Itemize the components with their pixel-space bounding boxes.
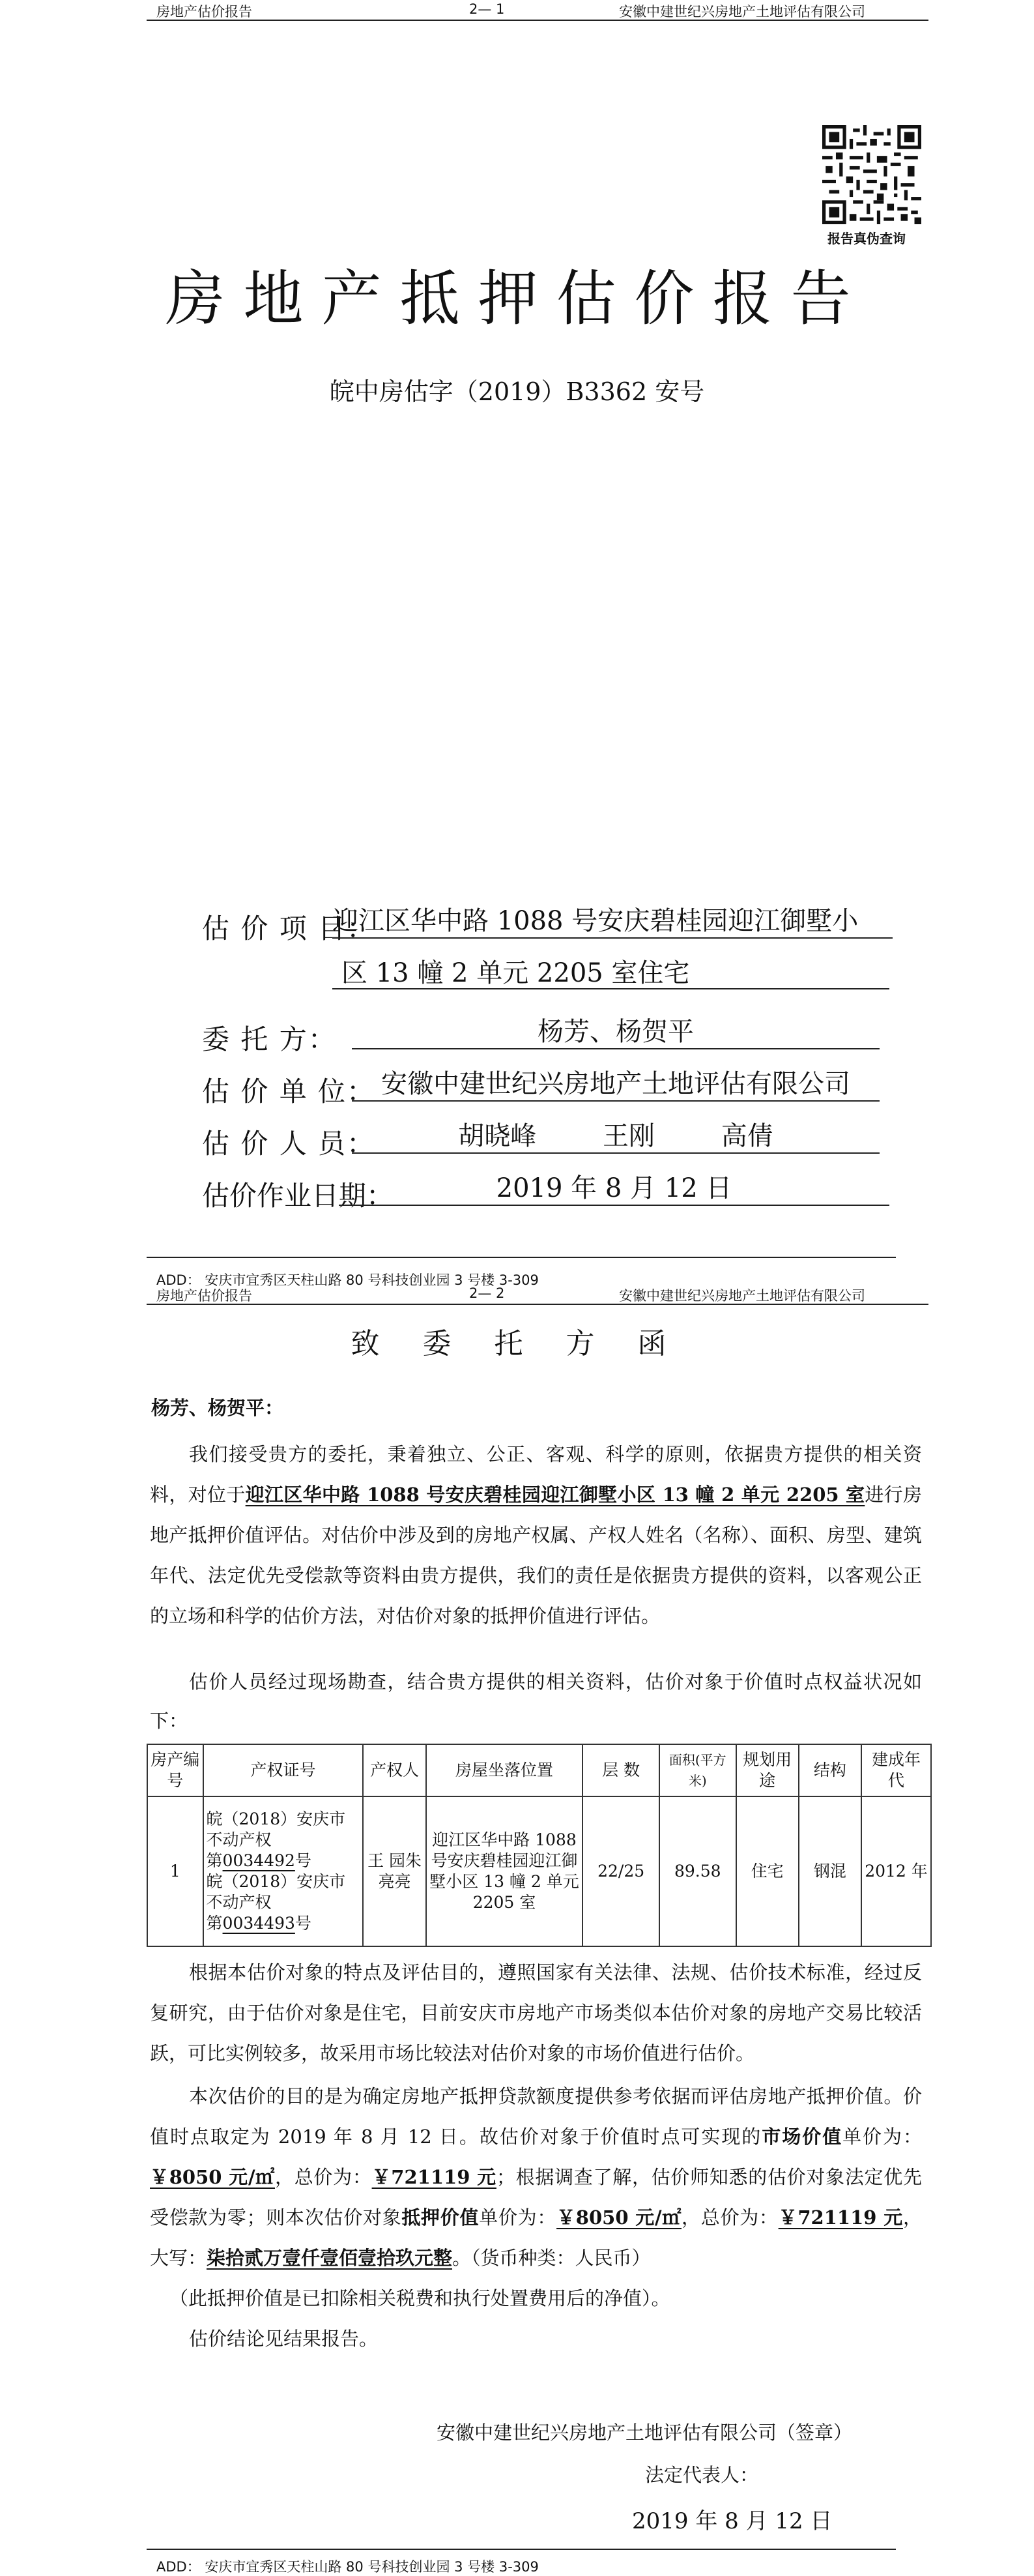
- legal-representative: 法定代表人：: [645, 2464, 759, 2486]
- cert2-prefix: 第: [206, 1914, 223, 1933]
- unit-value: 安徽中建世纪兴房地产土地评估有限公司: [352, 1068, 880, 1102]
- date-label: 估价作业日期：: [202, 1180, 394, 1212]
- cert1-number: 0034492: [222, 1851, 295, 1870]
- project-label: 估 价 项 目：: [202, 913, 376, 944]
- appraiser-label: 估 价 人 员：: [202, 1128, 376, 1160]
- cell-use: 住宅: [736, 1796, 799, 1946]
- project-value-line2: 区 13 幢 2 单元 2205 室住宅: [332, 957, 889, 989]
- project-value-line1: 迎江区华中路 1088 号安庆碧桂园迎江御墅小: [332, 905, 893, 939]
- mortgage-total-price: ￥721119 元: [778, 2206, 903, 2229]
- salutation: 杨芳、杨贺平：: [151, 1397, 284, 1419]
- text-span: 我们接受贵方的委托，秉着独立、公正、客观、科学的原则，依据贵方提供的相关资料，对位于: [150, 1443, 922, 1506]
- header-cell: 规划用途: [736, 1744, 799, 1796]
- cell-structure: 钢混: [799, 1796, 861, 1946]
- paragraph-conclusion: 估价结论见结果报告。: [189, 2328, 379, 2350]
- footer-rule: [147, 2549, 896, 2550]
- property-table: [147, 1744, 932, 1947]
- page-header-right: 安徽中建世纪兴房地产土地评估有限公司: [619, 1288, 865, 1304]
- text-span: 。（货币种类：人民币）: [452, 2247, 651, 2269]
- text-span: ，总价为：: [682, 2206, 779, 2229]
- header-cell: 房产编号: [147, 1744, 203, 1796]
- cert1-prefix: 第: [206, 1851, 223, 1870]
- header-cell: 产权人: [363, 1744, 425, 1796]
- client-value: 杨芳、杨贺平: [352, 1016, 880, 1049]
- header-cell: 房屋坐落位置: [426, 1744, 583, 1796]
- cert1-text: 皖（2018）安庆市不动产权: [206, 1809, 346, 1849]
- mortgage-unit-price: ￥8050 元/㎡: [556, 2206, 682, 2229]
- paragraph-valuation: [150, 2076, 922, 2278]
- footer-rule: [147, 1257, 896, 1258]
- letter-title: 致 委 托 方 函: [351, 1327, 683, 1360]
- cert1-suffix: 号: [294, 1851, 311, 1870]
- table-row: [147, 1796, 931, 1946]
- market-unit-price: ￥8050 元/㎡: [150, 2166, 275, 2188]
- header-cell: 面积(平方米): [659, 1744, 736, 1796]
- signature-company: 安徽中建世纪兴房地产土地评估有限公司（签章）: [437, 2422, 853, 2444]
- cell-owner: 王 园朱亮亮: [363, 1796, 425, 1946]
- report-number: 皖中房估字（2019）B3362 安号: [329, 377, 705, 406]
- page-number: 2— 1: [469, 1, 505, 17]
- cert2-suffix: 号: [294, 1914, 311, 1933]
- paragraph-commission: [150, 1434, 922, 1636]
- cell-no: 1: [147, 1796, 203, 1946]
- text-span: ；根据调查了解，估价师知悉的估价对象法定优先受偿款为零；则本次估价对象: [150, 2166, 922, 2229]
- cell-location: 迎江区华中路 1088 号安庆碧桂园迎江御墅小区 13 幢 2 单元 2205 室: [426, 1796, 583, 1946]
- footer-address: ADD： 安庆市宜秀区天柱山路 80 号科技创业园 3 号楼 3-309: [156, 2559, 539, 2575]
- header-cell: 建成年代: [861, 1744, 931, 1796]
- text-span: 本次估价的目的是为确定房地产抵押贷款额度提供参考依据而评估房地产抵押价值。价值时点取定为 2019 年 8 月 12 日。故估价对象于价值时点可实现的: [150, 2085, 922, 2148]
- header-rule: [147, 1304, 928, 1305]
- cert2-text: 皖（2018）安庆市不动产权: [206, 1872, 346, 1912]
- text-span: ，大写：: [150, 2206, 922, 2269]
- header-rule: [147, 20, 928, 21]
- table-header-row: [147, 1744, 931, 1796]
- market-value-label: 市场价值: [762, 2126, 843, 2148]
- page-number: 2— 2: [469, 1285, 505, 1301]
- text-span: 单价为：: [479, 2206, 557, 2229]
- appraiser-value: 胡晓峰 王刚 高倩: [352, 1120, 880, 1154]
- header-cell: 层 数: [582, 1744, 659, 1796]
- report-title: 房地产抵押估价报告: [165, 264, 869, 334]
- paragraph-inspection: 估价人员经过现场勘查，结合贵方提供的相关资料，估价对象于价值时点权益状况如下：: [150, 1671, 922, 1732]
- paragraph-note: （此抵押价值是已扣除相关税费和执行处置费用后的净值）。: [169, 2287, 670, 2309]
- unit-label: 估 价 单 位：: [202, 1076, 376, 1107]
- page-header-left: 房地产估价报告: [156, 1288, 252, 1304]
- paragraph-method: 根据本估价对象的特点及评估目的，遵照国家有关法律、法规、估价技术标准，经过反复研究，由于估价对象是住宅，目前安庆市房地产市场类似本估价对象的房地产交易比较活跃，可比实例较多，故采用市场比较法对估价对象的市场价值进行估价。: [150, 1961, 922, 2064]
- market-total-price: ￥721119 元: [371, 2166, 496, 2188]
- cert2-number: 0034493: [222, 1914, 295, 1933]
- header-cell: 结构: [799, 1744, 861, 1796]
- signature-date: 2019 年 8 月 12 日: [632, 2508, 833, 2534]
- cell-year: 2012 年: [861, 1796, 931, 1946]
- cell-cert: [203, 1796, 364, 1946]
- text-span: ，总价为：: [275, 2166, 372, 2188]
- text-span: 进行房地产抵押价值评估。对估价中涉及到的房地产权属、产权人姓名（名称）、面积、房型、建筑年代、法定优先受偿款等资料由贵方提供，我们的责任是依据贵方提供的资料，以客观公正的立场和科学的估价方法，对估价对象的抵押价值进行评估。: [150, 1484, 922, 1627]
- property-address: 迎江区华中路 1088 号安庆碧桂园迎江御墅小区 13 幢 2 单元 2205 室: [245, 1484, 865, 1506]
- text-span: 单价为：: [842, 2126, 922, 2148]
- date-value: 2019 年 8 月 12 日: [339, 1172, 889, 1206]
- qr-caption: 报告真伪查询: [827, 231, 906, 246]
- cell-area: 89.58: [659, 1796, 736, 1946]
- header-cell: 产权证号: [203, 1744, 364, 1796]
- page-header-right: 安徽中建世纪兴房地产土地评估有限公司: [619, 4, 865, 20]
- amount-in-words: 柒拾贰万壹仟壹佰壹拾玖元整: [207, 2247, 453, 2269]
- client-label: 委 托 方：: [202, 1023, 337, 1055]
- footer-address: ADD： 安庆市宜秀区天柱山路 80 号科技创业园 3 号楼 3-309: [156, 1272, 539, 1288]
- mortgage-value-label: 抵押价值: [401, 2206, 480, 2229]
- qr-code-icon: [822, 125, 921, 224]
- page-header-left: 房地产估价报告: [156, 4, 252, 20]
- cell-floors: 22/25: [582, 1796, 659, 1946]
